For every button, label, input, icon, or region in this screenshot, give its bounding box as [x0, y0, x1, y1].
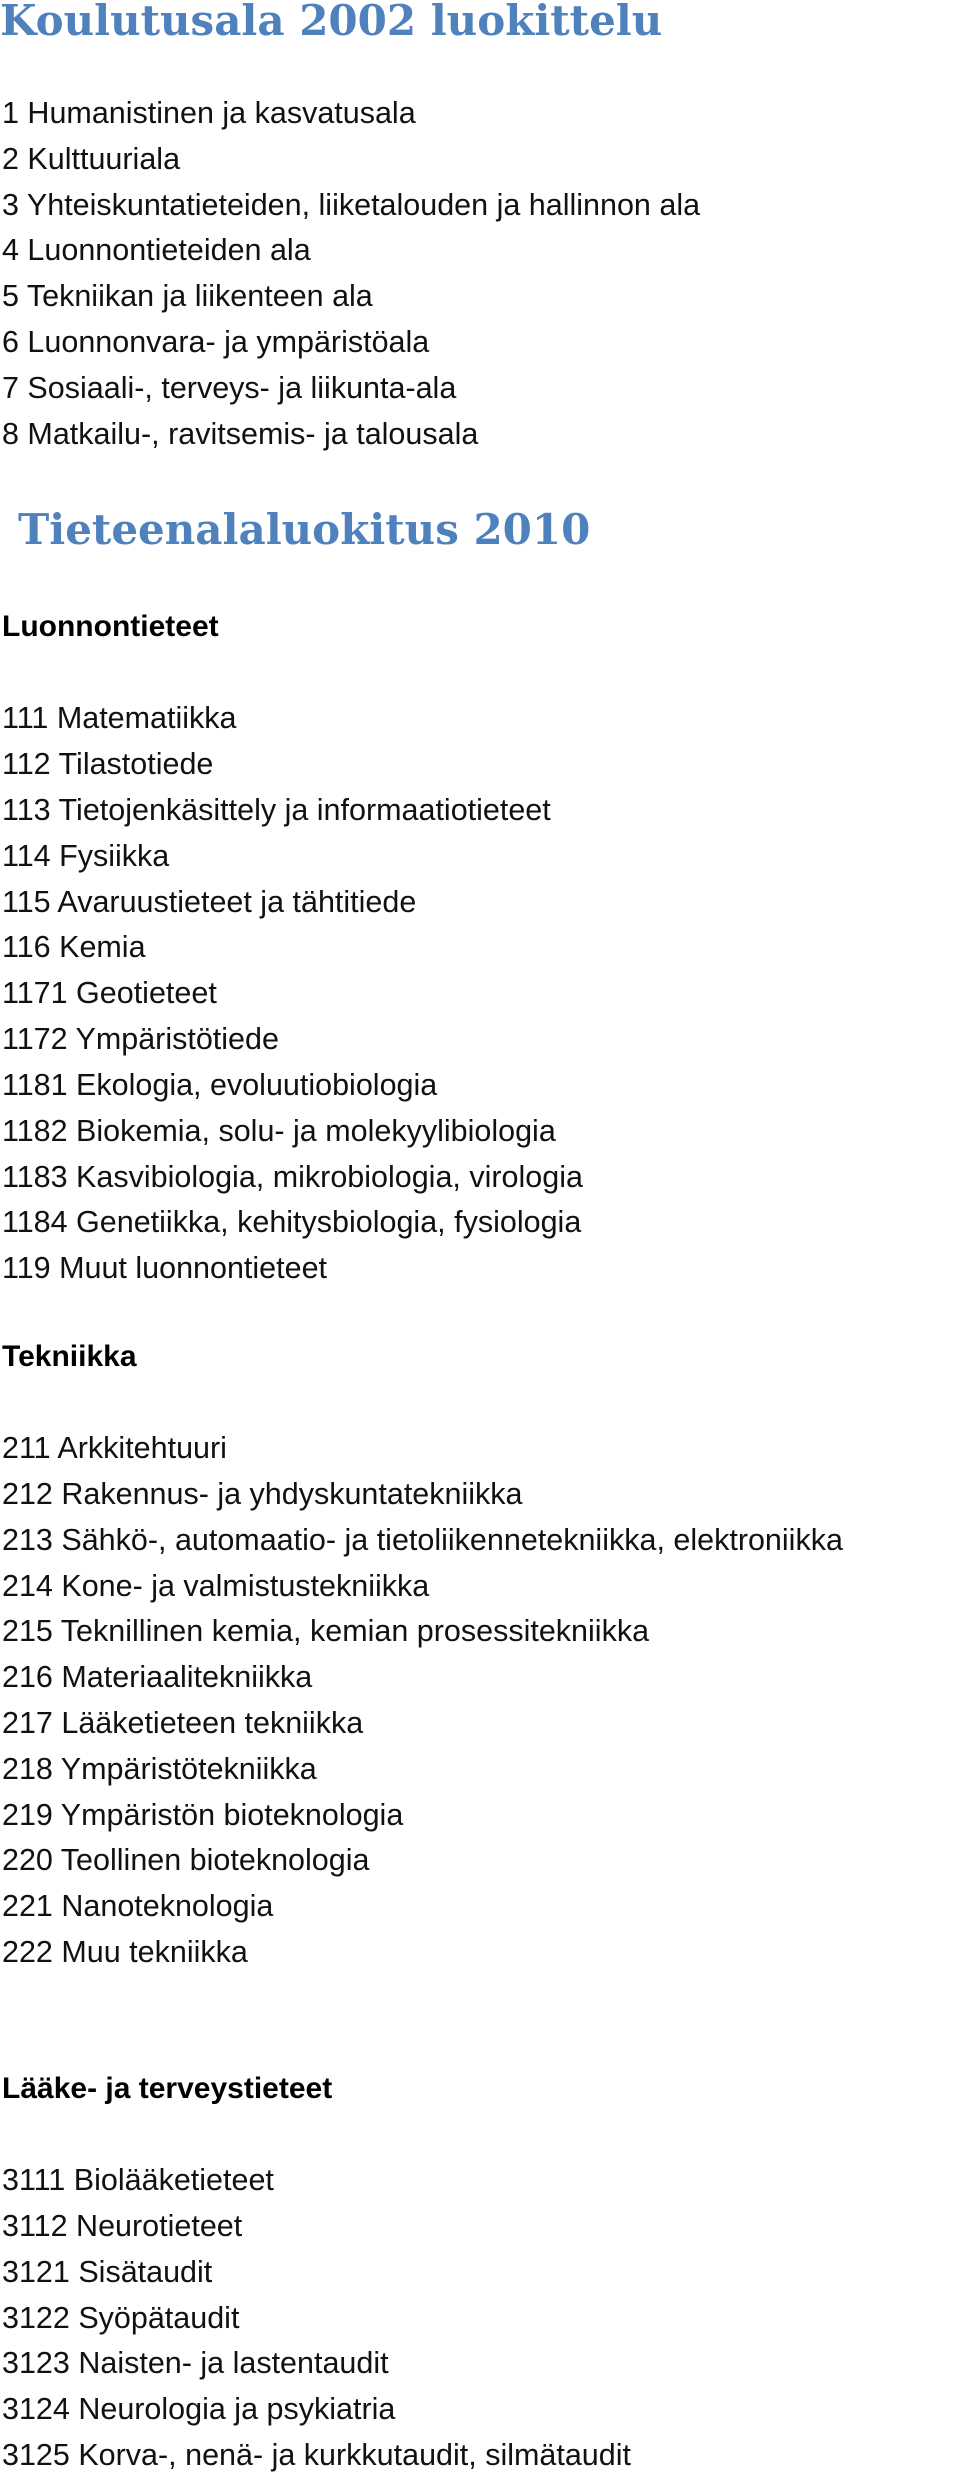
- list-item: 214 Kone- ja valmistustekniikka: [2, 1569, 430, 1603]
- list-item: 1182 Biokemia, solu- ja molekyylibiologia: [2, 1114, 556, 1148]
- list-item: 3121 Sisätaudit: [2, 2255, 213, 2289]
- list-item: 1184 Genetiikka, kehitysbiologia, fysiologia: [2, 1205, 582, 1239]
- list-item: 111 Matematiikka: [2, 701, 237, 735]
- list-item: 213 Sähkö-, automaatio- ja tietoliikennetekniikka, elektroniikka: [2, 1523, 843, 1557]
- section-title-luonnontieteet: Luonnontieteet: [2, 610, 219, 643]
- list-item: 3125 Korva-, nenä- ja kurkkutaudit, silmätaudit: [2, 2438, 631, 2472]
- list-item: 1181 Ekologia, evoluutiobiologia: [2, 1068, 438, 1102]
- list-item: 3124 Neurologia ja psykiatria: [2, 2392, 396, 2426]
- list-item: 8 Matkailu-, ravitsemis- ja talousala: [2, 417, 479, 451]
- list-item: 7 Sosiaali-, terveys- ja liikunta-ala: [2, 371, 457, 405]
- list-item: 3111 Biolääketieteet: [2, 2163, 274, 2197]
- list-item: 215 Teknillinen kemia, kemian prosessitekniikka: [2, 1614, 650, 1648]
- list-item: 115 Avaruustieteet ja tähtitiede: [2, 885, 417, 919]
- list-item: 212 Rakennus- ja yhdyskuntatekniikka: [2, 1477, 523, 1511]
- list-item: 3112 Neurotieteet: [2, 2209, 243, 2243]
- list-item: 113 Tietojenkäsittely ja informaatiotieteet: [2, 793, 551, 827]
- list-item: 216 Materiaalitekniikka: [2, 1660, 313, 1694]
- list-item: 217 Lääketieteen tekniikka: [2, 1706, 364, 1740]
- list-item: 219 Ympäristön bioteknologia: [2, 1798, 404, 1832]
- list-item: 112 Tilastotiede: [2, 747, 214, 781]
- list-item: 222 Muu tekniikka: [2, 1935, 248, 1969]
- list-item: 221 Nanoteknologia: [2, 1889, 274, 1923]
- list-item: 6 Luonnonvara- ja ympäristöala: [2, 325, 430, 359]
- list-item: 119 Muut luonnontieteet: [2, 1251, 328, 1285]
- list-item: 3122 Syöpätaudit: [2, 2301, 240, 2335]
- list-item: 218 Ympäristötekniikka: [2, 1752, 317, 1786]
- heading-koulutusala: Koulutusala 2002 luokittelu: [0, 0, 663, 45]
- list-item: 220 Teollinen bioteknologia: [2, 1843, 370, 1877]
- list-item: 2 Kulttuuriala: [2, 142, 181, 176]
- list-item: 1172 Ympäristötiede: [2, 1022, 279, 1056]
- list-item: 114 Fysiikka: [2, 839, 170, 873]
- section-title-tekniikka: Tekniikka: [2, 1340, 137, 1373]
- list-item: 1183 Kasvibiologia, mikrobiologia, virologia: [2, 1160, 583, 1194]
- list-item: 3 Yhteiskuntatieteiden, liiketalouden ja hallinnon ala: [2, 188, 701, 222]
- list-item: 5 Tekniikan ja liikenteen ala: [2, 279, 373, 313]
- heading-tieteenalaluokitus: Tieteenalaluokitus 2010: [18, 505, 591, 554]
- list-item: 4 Luonnontieteiden ala: [2, 233, 311, 267]
- section-title-laake-ja-terveystieteet: Lääke- ja terveystieteet: [2, 2072, 333, 2105]
- list-item: 211 Arkkitehtuuri: [2, 1431, 227, 1465]
- list-item: 1171 Geotieteet: [2, 976, 217, 1010]
- list-item: 1 Humanistinen ja kasvatusala: [2, 96, 416, 130]
- list-item: 3123 Naisten- ja lastentaudit: [2, 2346, 389, 2380]
- list-item: 116 Kemia: [2, 930, 146, 964]
